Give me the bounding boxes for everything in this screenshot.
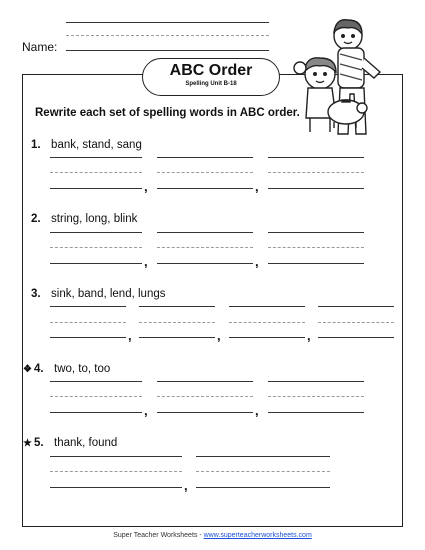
- answer-line[interactable]: [157, 381, 253, 382]
- guide-line: [229, 322, 305, 323]
- question-words: thank, found: [54, 437, 118, 449]
- question-number: 1.: [31, 139, 41, 151]
- answer-line[interactable]: [229, 306, 305, 307]
- top-line: [66, 22, 269, 23]
- name-line[interactable]: [66, 50, 269, 51]
- guide-line: [50, 322, 126, 323]
- question-2: [31, 209, 137, 227]
- footer: [0, 532, 425, 539]
- page-title: ABC Order: [169, 62, 253, 79]
- name-dash-line: [66, 35, 269, 36]
- guide-line: [268, 247, 364, 248]
- comma: ,: [255, 254, 259, 269]
- answer-line[interactable]: [139, 337, 215, 338]
- comma: ,: [144, 403, 148, 418]
- question-words: two, to, too: [54, 363, 111, 375]
- guide-line: [157, 396, 253, 397]
- answer-line[interactable]: [50, 412, 142, 413]
- answer-line[interactable]: [268, 188, 364, 189]
- guide-line: [50, 172, 142, 173]
- question-3: [31, 284, 166, 302]
- question-number: 2.: [31, 213, 41, 225]
- comma: ,: [307, 328, 311, 343]
- answer-line[interactable]: [157, 157, 253, 158]
- question-4: [23, 359, 110, 377]
- question-1: [31, 135, 142, 153]
- answer-line[interactable]: [50, 456, 182, 457]
- answer-line[interactable]: [50, 337, 126, 338]
- name-label: Name:: [22, 40, 58, 54]
- challenge-icon: ❖: [23, 364, 32, 375]
- footer-brand: Super Teacher Worksheets -: [113, 532, 204, 539]
- question-words: sink, band, lend, lungs: [51, 288, 166, 300]
- guide-line: [157, 172, 253, 173]
- question-words: string, long, blink: [51, 213, 138, 225]
- answer-line[interactable]: [157, 188, 253, 189]
- answer-line[interactable]: [196, 487, 330, 488]
- answer-line[interactable]: [157, 412, 253, 413]
- comma: ,: [144, 179, 148, 194]
- question-number: 4.: [33, 363, 44, 375]
- answer-line[interactable]: [268, 381, 364, 382]
- title-badge: [142, 58, 280, 96]
- question-number: 3.: [31, 288, 41, 300]
- answer-line[interactable]: [50, 157, 142, 158]
- page-subtitle: Spelling Unit B-18: [185, 81, 237, 87]
- comma: ,: [144, 254, 148, 269]
- guide-line: [50, 471, 182, 472]
- guide-line: [139, 322, 215, 323]
- answer-line[interactable]: [50, 306, 126, 307]
- question-5: [23, 433, 117, 451]
- instructions: Rewrite each set of spelling words in ABC order.: [35, 107, 300, 119]
- answer-line[interactable]: [157, 263, 253, 264]
- guide-line: [268, 172, 364, 173]
- question-number: 5.: [33, 437, 44, 449]
- answer-line[interactable]: [318, 337, 394, 338]
- guide-line: [318, 322, 394, 323]
- answer-line[interactable]: [268, 263, 364, 264]
- guide-line: [268, 396, 364, 397]
- comma: ,: [255, 179, 259, 194]
- answer-line[interactable]: [50, 381, 142, 382]
- kids-piggy-bank-icon: [290, 14, 388, 142]
- comma: ,: [184, 478, 188, 493]
- answer-line[interactable]: [50, 487, 182, 488]
- answer-line[interactable]: [50, 188, 142, 189]
- guide-line: [50, 247, 142, 248]
- comma: ,: [255, 403, 259, 418]
- answer-line[interactable]: [139, 306, 215, 307]
- answer-line[interactable]: [50, 232, 142, 233]
- answer-line[interactable]: [157, 232, 253, 233]
- answer-line[interactable]: [268, 157, 364, 158]
- footer-link[interactable]: www.superteacherworksheets.com: [203, 532, 312, 539]
- answer-line[interactable]: [229, 337, 305, 338]
- guide-line: [157, 247, 253, 248]
- guide-line: [196, 471, 330, 472]
- answer-line[interactable]: [268, 412, 364, 413]
- answer-line[interactable]: [268, 232, 364, 233]
- answer-line[interactable]: [50, 263, 142, 264]
- guide-line: [50, 396, 142, 397]
- answer-line[interactable]: [318, 306, 394, 307]
- comma: ,: [217, 328, 221, 343]
- comma: ,: [128, 328, 132, 343]
- star-icon: ★: [23, 438, 32, 449]
- question-words: bank, stand, sang: [51, 139, 142, 151]
- answer-line[interactable]: [196, 456, 330, 457]
